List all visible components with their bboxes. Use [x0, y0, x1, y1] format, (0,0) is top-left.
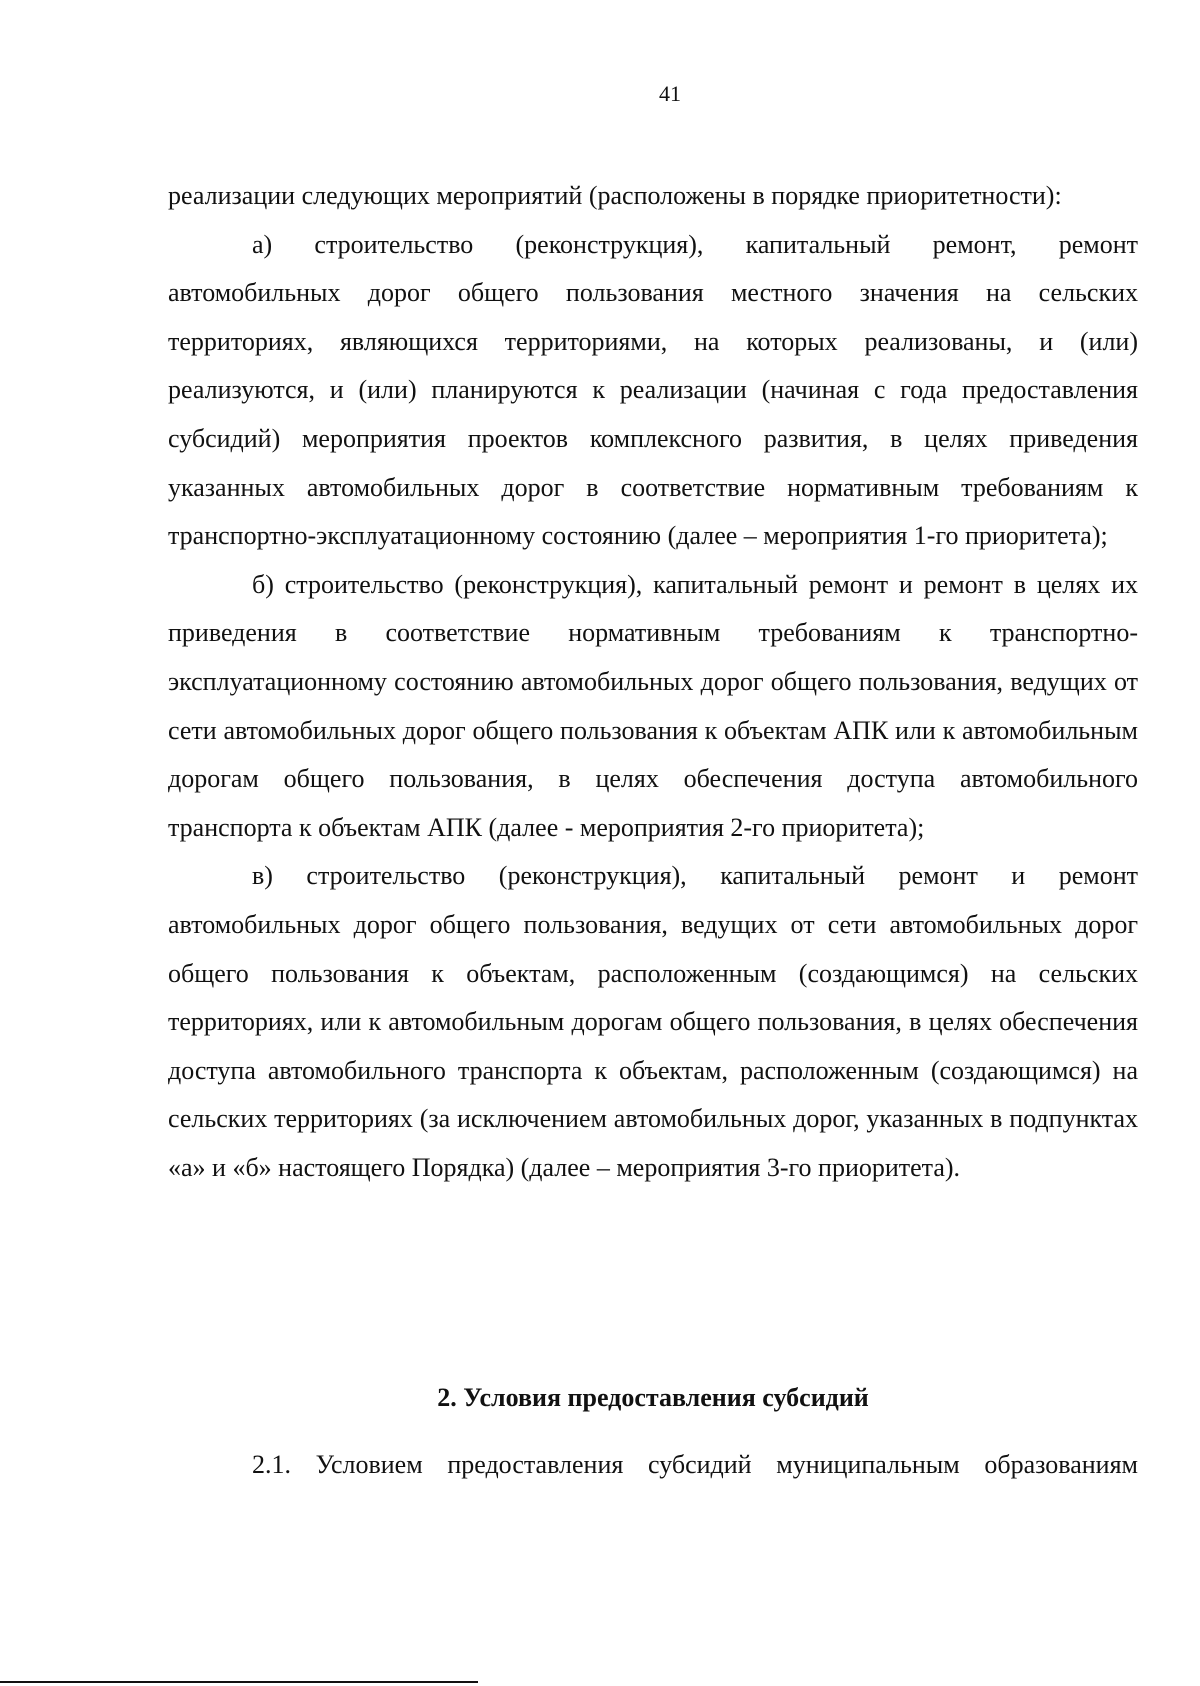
paragraph-item-a: а) строительство (реконструкция), капитальный ремонт, ремонт автомобильных дорог общего пользования местного значения на сельских территориях, являющихся территориями, на которых реализованы, и (или) реализуются, и (или) планируются к реализации (начиная с года предоставления субсидий) мероприятия проектов комплексного развития, в целях приведения указанных автомобильных дорог в соответствие нормативным требованиям к транспортно-эксплуатационному состоянию (далее – мероприятия 1-го приоритета);: [168, 229, 1138, 551]
body-text: [168, 172, 1138, 1192]
paragraph-item-c: в) строительство (реконструкция), капитальный ремонт и ремонт автомобильных дорог общего пользования, ведущих от сети автомобильных дорог общего пользования к объектам, расположенным (создающимся) на сельских территориях, или к автомобильным дорогам общего пользования, в целях обеспечения доступа автомобильного транспорта к объектам, расположенным (создающимся) на сельских территориях (за исключением автомобильных дорог, указанных в подпунктах «а» и «б» настоящего Порядка) (далее – мероприятия 3-го приоритета).: [168, 861, 1138, 1182]
footnote-divider: [0, 1681, 478, 1683]
page-number: 41: [659, 81, 681, 106]
section-paragraph-2-1: 2.1. Условием предоставления субсидий муниципальным образованиям: [252, 1450, 1138, 1479]
paragraph-item-b: б) строительство (реконструкция), капитальный ремонт и ремонт в целях их приведения в соответствие нормативным требованиям к транспортно-эксплуатационному состоянию автомобильных дорог общего пользования, ведущих от сети автомобильных дорог общего пользования к объектам АПК или к автомобильным дорогам общего пользования, в целях обеспечения доступа автомобильного транспорта к объектам АПК (далее - мероприятия 2-го приоритета);: [168, 569, 1138, 842]
section-heading: 2. Условия предоставления субсидий: [437, 1383, 869, 1412]
paragraph-intro: реализации следующих мероприятий (расположены в порядке приоритетности):: [168, 181, 1062, 210]
